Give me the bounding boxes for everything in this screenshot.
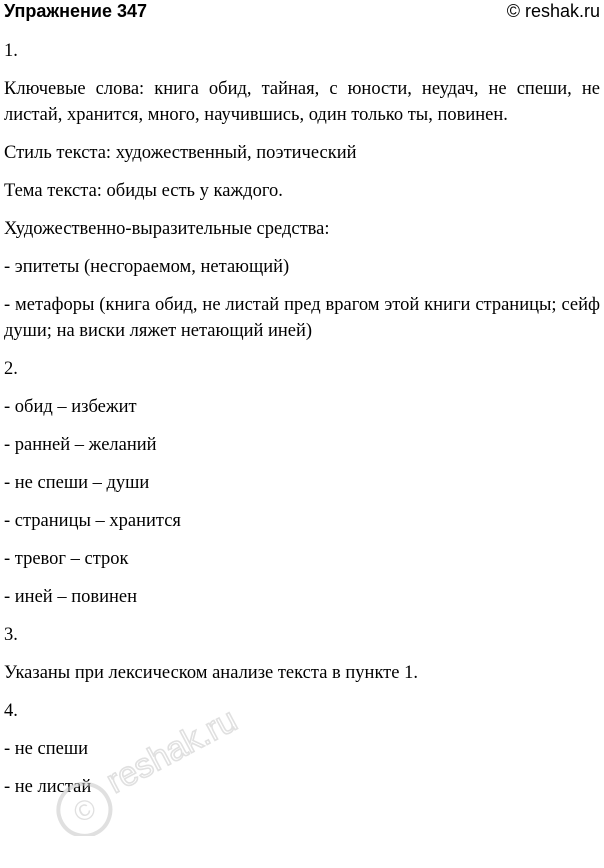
epithets-item: - эпитеты (несгораемом, нетающий): [4, 257, 290, 277]
rhyme-pair: - ранней – желаний: [4, 435, 157, 455]
rhyme-pair: - не спеши – души: [4, 473, 150, 493]
watermark-symbol: ©: [68, 791, 102, 829]
section-number-3: 3.: [4, 625, 18, 645]
section-number-2: 2.: [4, 359, 18, 379]
section-number-1: 1.: [4, 41, 18, 61]
rhyme-pair: - иней – повинен: [4, 587, 137, 607]
rhyme-pair: - тревог – строк: [4, 549, 129, 569]
watermark-text: reshak.ru: [100, 700, 244, 801]
keywords-paragraph: Ключевые слова: книга обид, тайная, с юности, неудач, не спеши, не листай, хранится, много, научившись, один только ты, повинен.: [4, 79, 600, 125]
text-style: Стиль текста: художественный, поэтический: [4, 143, 357, 163]
rhyme-pair: - обид – избежит: [4, 397, 137, 417]
exercise-content: [4, 38, 600, 812]
text-theme: Тема текста: обиды есть у каждого.: [4, 181, 283, 201]
section-3-text: Указаны при лексическом анализе текста в пункте 1.: [4, 663, 418, 683]
negation-item: - не листай: [4, 777, 92, 797]
expressive-means-heading: Художественно-выразительные средства:: [4, 219, 330, 239]
rhyme-pair: - страницы – хранится: [4, 511, 181, 531]
site-credit: © reshak.ru: [506, 1, 600, 21]
negation-item: - не спеши: [4, 739, 88, 759]
page-header: [0, 0, 604, 24]
exercise-title: Упражнение 347: [4, 1, 148, 21]
metaphors-item: - метафоры (книга обид, не листай пред врагом этой книги страницы; сейф души; на виски ляжет нетающий иней): [4, 295, 600, 341]
section-number-4: 4.: [4, 701, 18, 721]
